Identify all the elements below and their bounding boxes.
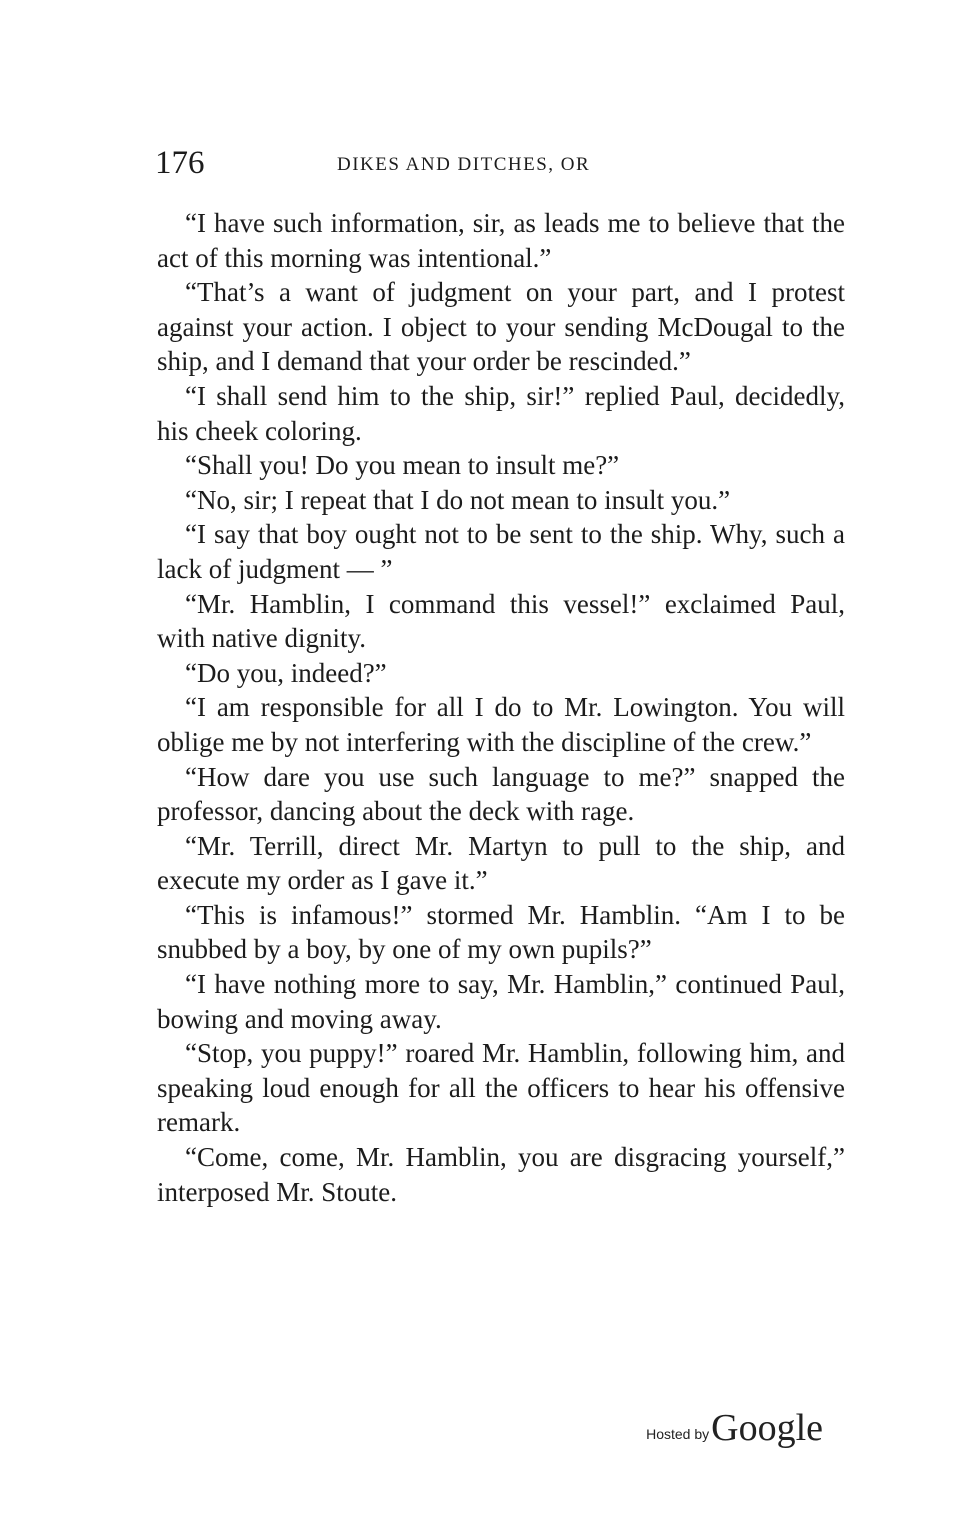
paragraph: “Mr. Terrill, direct Mr. Martyn to pull to the ship, and execute my order as I gave it.” (157, 830, 845, 896)
google-logo: Google (711, 1407, 823, 1449)
page-body (157, 206, 845, 1209)
page-header (155, 143, 845, 183)
paragraph: “I am responsible for all I do to Mr. Lowington. You will oblige me by not interfering with the discipline of the crew.” (157, 692, 845, 757)
paragraph: “Shall you! Do you mean to insult me?” (185, 450, 620, 481)
paragraph: “No, sir; I repeat that I do not mean to insult you.” (185, 484, 731, 515)
paragraph: “I shall send him to the ship, sir!” replied Paul, decidedly, his cheek coloring. (157, 380, 845, 446)
running-head: DIKES AND DITCHES, OR (337, 154, 591, 175)
paragraph: “That’s a want of judgment on your part, and I protest against your action. I object to your sending McDougal to the ship, and I demand that your order be rescinded.” (157, 277, 845, 377)
paragraph: “I have nothing more to say, Mr. Hamblin,” continued Paul, bowing and moving away. (157, 969, 845, 1034)
paragraph: “How dare you use such language to me?” snapped the professor, dancing about the deck with rage. (157, 761, 845, 827)
paragraph: “This is infamous!” stormed Mr. Hamblin. “Am I to be snubbed by a boy, by one of my own pupils?” (157, 899, 845, 965)
paragraph: “I say that boy ought not to be sent to the ship. Why, such a lack of judgment — ” (157, 519, 845, 584)
paragraph: “Stop, you puppy!” roared Mr. Hamblin, following him, and speaking loud enough for all the officers to hear his offensive remark. (157, 1038, 845, 1138)
paragraph: “Do you, indeed?” (185, 657, 387, 688)
hosted-by-label: Hosted by (646, 1426, 710, 1442)
page-number: 176 (155, 145, 205, 181)
paragraph: “Mr. Hamblin, I command this vessel!” exclaimed Paul, with native dignity. (157, 588, 845, 654)
paragraph: “I have such information, sir, as leads me to believe that the act of this morning was intentional.” (157, 208, 845, 273)
paragraph: “Come, come, Mr. Hamblin, you are disgracing yourself,” interposed Mr. Stoute. (157, 1142, 845, 1207)
hosted-by-google-watermark (646, 1398, 823, 1448)
